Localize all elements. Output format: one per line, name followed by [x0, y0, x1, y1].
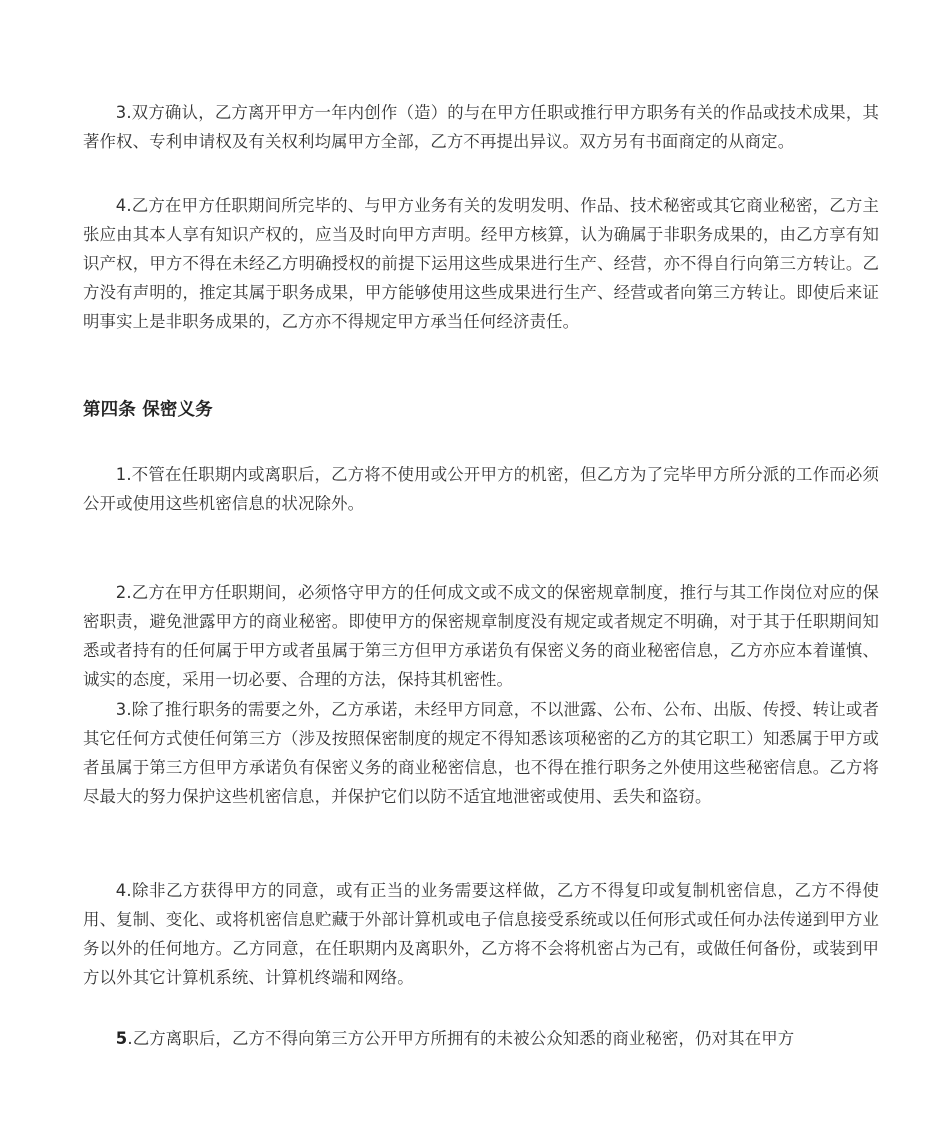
section4-clause-1-paragraph: 1.不管在任职期内或离职后，乙方将不使用或公开甲方的机密，但乙方为了完毕甲方所分派的工作而必须公开或使用这些机密信息的状况除外。	[83, 465, 879, 513]
section-title: 第四条 保密义务	[83, 400, 213, 420]
clause-4-paragraph: 4.乙方在甲方任职期间所完毕的、与甲方业务有关的发明发明、作品、技术秘密或其它商业秘密，乙方主张应由其本人享有知识产权的，应当及时向甲方声明。经甲方核算，认为确属于非职务成果的，由乙方享有知识产权，甲方不得在未经乙方明确授权的前提下运用这些成果进行生产、经营，亦不得自行向第三方转让。乙方没有声明的，推定其属于职务成果，甲方能够使用这些成果进行生产、经营或者向第三方转让。即使后来证明事实上是非职务成果的，乙方亦不得规定甲方承当任何经济责任。	[83, 196, 879, 331]
section4-clause-2-paragraph: 2.乙方在甲方任职期间，必须恪守甲方的任何成文或不成文的保密规章制度，推行与其工作岗位对应的保密职责，避免泄露甲方的商业秘密。即使甲方的保密规章制度没有规定或者规定不明确，对于其于任职期间知悉或者持有的任何属于甲方或者虽属于第三方但甲方承诺负有保密义务的商业秘密信息，乙方亦应本着谨慎、诚实的态度，采用一切必要、合理的方法，保持其机密性。	[83, 583, 879, 689]
clause-number: 5	[115, 1029, 128, 1048]
section4-clause-3-paragraph: 3.除了推行职务的需要之外，乙方承诺，未经甲方同意，不以泄露、公布、公布、出版、传授、转让或者其它任何方式使任何第三方（涉及按照保密制度的规定不得知悉该项秘密的乙方的其它职工）知悉属于甲方或者虽属于第三方但甲方承诺负有保密义务的商业秘密信息，也不得在推行职务之外使用这些秘密信息。乙方将尽最大的努力保护这些机密信息，并保护它们以防不适宜地泄密或使用、丢失和盗窃。	[83, 700, 879, 806]
clause-text: .乙方离职后，乙方不得向第三方公开甲方所拥有的未被公众知悉的商业秘密，仍对其在甲方	[127, 1029, 795, 1048]
section4-clause-5-paragraph	[83, 1024, 879, 1053]
clause-3-paragraph: 3.双方确认，乙方离开甲方一年内创作（造）的与在甲方任职或推行甲方职务有关的作品或技术成果，其著作权、专利申请权及有关权利均属甲方全部，乙方不再提出异议。双方另有书面商定的从商定。	[83, 103, 879, 151]
section4-clause-4-paragraph: 4.除非乙方获得甲方的同意，或有正当的业务需要这样做，乙方不得复印或复制机密信息，乙方不得使用、复制、变化、或将机密信息贮藏于外部计算机或电子信息接受系统或以任何形式或任何办法传递到甲方业务以外的任何地方。乙方同意，在任职期内及离职外，乙方将不会将机密占为己有，或做任何备份，或装到甲方以外其它计算机系统、计算机终端和网络。	[83, 881, 879, 987]
